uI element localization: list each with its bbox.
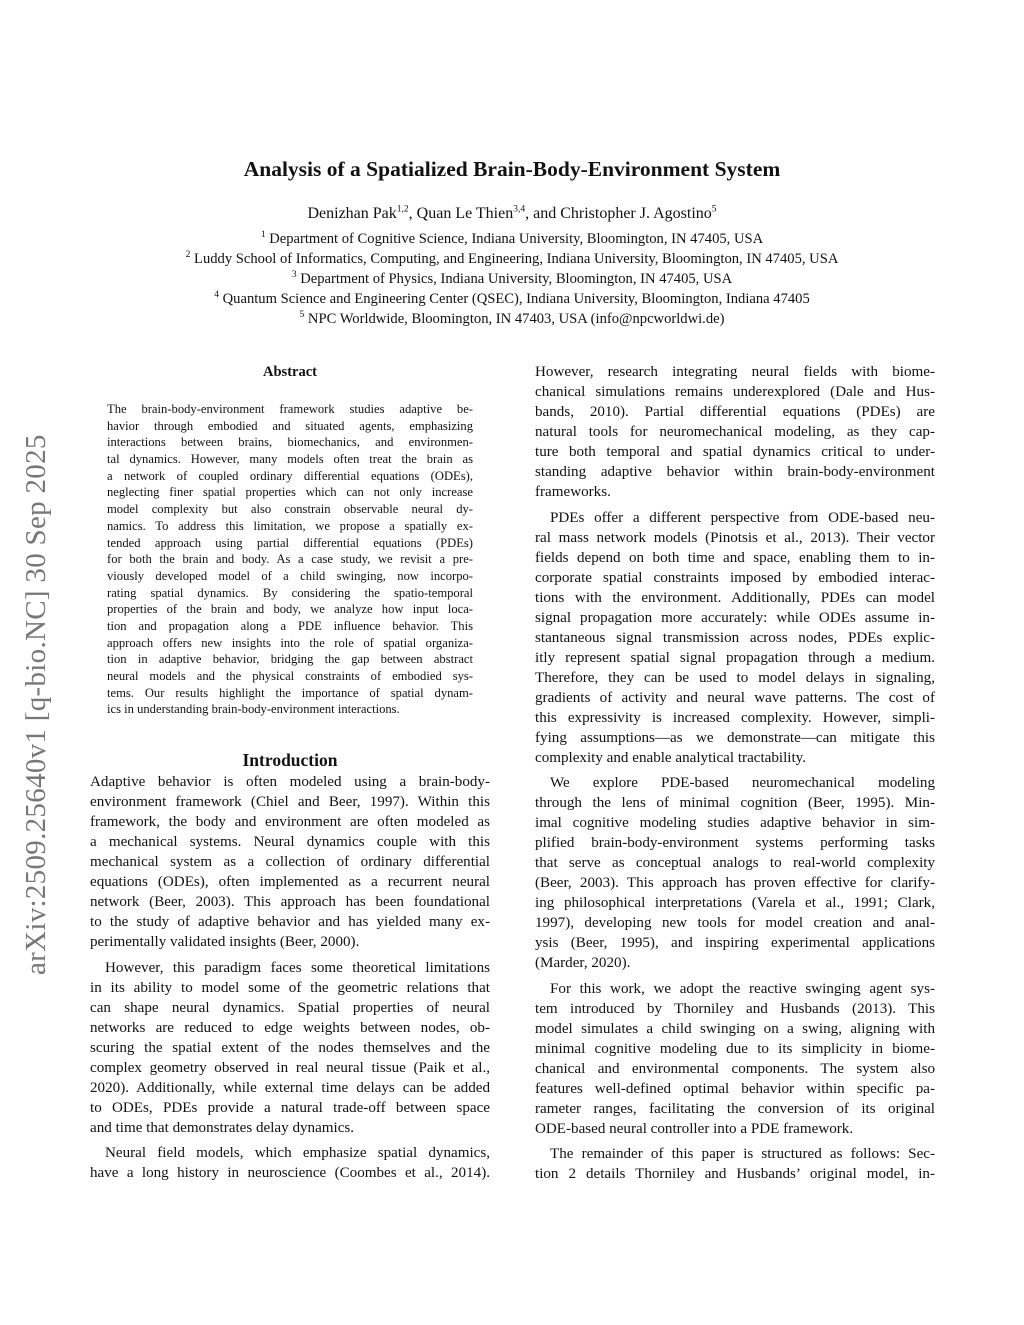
text-line: However, research integrating neural fields with biome- <box>535 364 935 380</box>
text-line: properties of the brain and body, we analyze how input loca- <box>107 602 473 617</box>
text-line: (Marder, 2020). <box>535 955 631 971</box>
affiliation-line <box>0 269 1024 289</box>
text-line: ral mass network models (Pinotsis et al., 2013). Their vector <box>535 529 935 546</box>
affiliation-text: Luddy School of Informatics, Computing, and Engineering, Indiana University, Bloomington, IN 47405, USA <box>194 251 839 267</box>
text-line: namics. To address this limitation, we propose a spatially ex- <box>107 518 473 533</box>
text-line: chanical simulations remains underexplored (Dale and Hus- <box>535 384 935 400</box>
affiliation-number: 2 <box>185 250 191 261</box>
paper-title: Analysis of a Spatialized Brain-Body-Environment System <box>243 157 781 181</box>
affiliation-text: Department of Cognitive Science, Indiana University, Bloomington, IN 47405, USA <box>269 231 764 247</box>
text-line: perimentally validated insights (Beer, 2000). <box>90 934 360 950</box>
affiliation-line <box>0 249 1024 269</box>
paragraph <box>107 401 473 718</box>
text-line: mechanical system as a collection of ordinary differential <box>90 854 490 870</box>
text-line: equations (ODEs), often implemented as a recurrent neural <box>90 874 490 890</box>
abstract-heading: Abstract <box>263 364 317 380</box>
text-line: imal cognitive modeling studies adaptive behavior in sim- <box>535 815 935 831</box>
text-line: complex geometry observed in real neural tissue (Paik et al., <box>90 1059 490 1076</box>
text-line: tems. Our results highlight the importance of spatial dynam- <box>107 685 473 700</box>
text-line: scuring the spatial extent of the nodes themselves and the <box>90 1039 490 1056</box>
text-line: rameter ranges, facilitating the conversion of its original <box>535 1100 935 1117</box>
text-line: minimal cognitive modeling due to its simplicity in biome- <box>535 1040 935 1057</box>
text-line: tem introduced by Thorniley and Husbands (2013). This <box>535 1000 935 1017</box>
paragraph <box>90 958 490 1138</box>
text-line: interactions between brains, biomechanics, and environmen- <box>107 435 473 450</box>
text-line: tal dynamics. However, many models often treat the brain as <box>107 452 473 467</box>
text-line: a mechanical systems. Neural dynamics couple with this <box>90 834 490 850</box>
text-line: tion 2 details Thorniley and Husbands’ original model, in- <box>535 1166 935 1182</box>
text-line: can shape neural dynamics. Spatial properties of neural <box>90 999 490 1016</box>
text-line: have a long history in neuroscience (Coombes et al., 2014). <box>90 1165 490 1181</box>
text-line: Adaptive behavior is often modeled using a brain-body- <box>90 774 490 790</box>
affiliation-number: 4 <box>214 290 219 301</box>
text-line: natural tools for neuromechanical modeling, as they cap- <box>535 424 935 440</box>
text-line: (Beer, 2003). This approach has proven effective for clarify- <box>535 875 935 891</box>
abstract-body <box>107 401 473 724</box>
text-line: ing philosophical interpretations (Varela et al., 1991; Clark, <box>535 895 935 911</box>
author-affiliation-mark: 5 <box>711 204 717 215</box>
text-line: However, this paradigm faces some theoretical limitations <box>105 959 490 976</box>
paragraph <box>535 1144 935 1184</box>
text-line: through the lens of minimal cognition (Beer, 1995). Min- <box>535 795 935 811</box>
text-line: model simulates a child swinging on a swing, aligning with <box>535 1020 935 1037</box>
text-line: neural models and the physical constraints of embodied sys- <box>107 669 473 683</box>
text-line: ODE-based neural controller into a PDE framework. <box>535 1120 854 1137</box>
paragraph <box>90 772 490 952</box>
text-line: havior through embodied and situated agents, emphasizing <box>107 418 473 433</box>
author-list <box>0 205 1024 223</box>
text-line: a network of coupled ordinary differential equations (ODEs), <box>107 468 473 483</box>
text-line: in its ability to model some of the geometric relations that <box>90 979 490 996</box>
author-name: Quan Le Thien <box>416 205 514 222</box>
text-line: stantaneous signal transmission across nodes, PDEs explic- <box>535 629 935 646</box>
text-line: signal propagation more accurately: while ODEs assume in- <box>535 609 935 626</box>
text-line: tion and propagation along a PDE influence behavior. This <box>107 618 473 633</box>
text-line: plified brain-body-environment systems performing tasks <box>535 835 935 851</box>
text-line: frameworks. <box>535 484 611 500</box>
author-affiliation-mark: 1,2 <box>396 204 409 215</box>
text-line: to the study of adaptive behavior and has yielded many ex- <box>90 914 490 930</box>
text-line: ture both temporal and spatial dynamics critical to under- <box>535 444 935 460</box>
text-line: tions with the environment. Additionally, PDEs can model <box>535 589 935 606</box>
text-line: fying assumptions—as we demonstrate—can mitigate this <box>535 729 935 746</box>
text-line: For this work, we adopt the reactive swinging agent sys- <box>550 980 935 997</box>
affiliations <box>0 229 1024 329</box>
text-line: rating spatial dynamics. By considering the spatio-temporal <box>107 585 473 600</box>
text-line: this expressivity is increased complexity. However, simpli- <box>535 709 935 726</box>
text-line: ysis (Beer, 1995), and inspiring experimental applications <box>535 935 935 951</box>
text-line: We explore PDE-based neuromechanical modeling <box>550 775 935 791</box>
text-line: framework, the body and environment are often modeled as <box>90 814 490 830</box>
text-line: 2020). Additionally, while external time delays can be added <box>90 1079 490 1096</box>
text-line: neglecting finer spatial properties which can not only increase <box>107 485 473 500</box>
text-line: for both the brain and body. As a case study, we revisit a pre- <box>107 552 473 567</box>
text-line: environment framework (Chiel and Beer, 1997). Within this <box>90 794 490 810</box>
affiliation-line <box>0 289 1024 309</box>
text-line: chanical and environmental components. The system also <box>535 1060 935 1077</box>
text-line: PDEs offer a different perspective from ODE-based neu- <box>550 509 935 526</box>
text-line: model complexity but also constrain observable neural dy- <box>107 502 473 517</box>
affiliation-number: 5 <box>299 310 305 321</box>
text-line: ics in understanding brain-body-environment interactions. <box>107 702 400 717</box>
text-line: viously developed model of a child swinging, now incorpo- <box>107 568 473 583</box>
text-line: network (Beer, 2003). This approach has been foundational <box>90 894 490 910</box>
text-line: and time that demonstrates delay dynamics. <box>90 1119 355 1136</box>
text-line: bands, 2010). Partial differential equations (PDEs) are <box>535 404 935 420</box>
text-line: that serve as conceptual analogs to real-world complexity <box>535 855 935 871</box>
affiliation-text: Quantum Science and Engineering Center (QSEC), Indiana University, Bloomington, Indiana 47405 <box>222 291 810 307</box>
text-line: corporate spatial constraints imposed by embodied interac- <box>535 569 935 586</box>
text-line: Therefore, they can be used to model delays in signaling, <box>535 669 935 686</box>
text-line: tion in adaptive behavior, bridging the gap between abstract <box>107 652 473 667</box>
affiliation-number: 3 <box>291 270 297 281</box>
right-column-body <box>535 362 935 1190</box>
paragraph <box>535 979 935 1139</box>
arxiv-identifier: arXiv:2509.25640v1 [q-bio.NC] 30 Sep 2025 <box>20 434 52 975</box>
paragraph <box>90 1143 490 1183</box>
text-line: 1997), developing new tools for model creation and anal- <box>535 915 935 931</box>
paragraph <box>535 362 935 502</box>
introduction-heading: Introduction <box>242 750 338 770</box>
text-line: features well-defined optimal behavior within specific pa- <box>535 1080 935 1097</box>
text-line: itly represent spatial signal propagation through a medium. <box>535 649 935 666</box>
author-separator: , and <box>525 205 561 222</box>
text-line: networks are reduced to edge weights between nodes, ob- <box>90 1019 490 1036</box>
text-line: gradients of activity and neural wave patterns. The cost of <box>535 689 935 706</box>
author-name: Christopher J. Agostino <box>560 205 712 222</box>
paragraph <box>535 773 935 973</box>
text-line: approach offers new insights into the role of spatial organiza- <box>107 635 473 650</box>
author-affiliation-mark: 3,4 <box>513 204 526 215</box>
affiliation-text: Department of Physics, Indiana University, Bloomington, IN 47405, USA <box>300 271 733 287</box>
affiliation-line <box>0 229 1024 249</box>
text-line: The remainder of this paper is structured as follows: Sec- <box>550 1146 935 1162</box>
text-line: standing adaptive behavior within brain-body-environment <box>535 464 935 480</box>
text-line: Neural field models, which emphasize spatial dynamics, <box>105 1145 490 1161</box>
paragraph <box>535 508 935 768</box>
text-line: complexity and enable analytical tractability. <box>535 749 807 766</box>
text-line: tended approach using partial differential equations (PDEs) <box>107 535 473 550</box>
text-line: fields depend on both time and space, enabling them to in- <box>535 549 935 566</box>
author-separator: , <box>408 205 417 222</box>
affiliation-line <box>0 309 1024 329</box>
text-line: to ODEs, PDEs provide a natural trade-off between space <box>90 1099 490 1116</box>
text-line: The brain-body-environment framework studies adaptive be- <box>107 402 473 416</box>
left-column-body <box>90 772 490 1189</box>
affiliation-text: NPC Worldwide, Bloomington, IN 47403, USA (info@npcworldwi.de) <box>307 311 725 327</box>
author-name: Denizhan Pak <box>307 205 397 222</box>
affiliation-number: 1 <box>260 230 266 241</box>
